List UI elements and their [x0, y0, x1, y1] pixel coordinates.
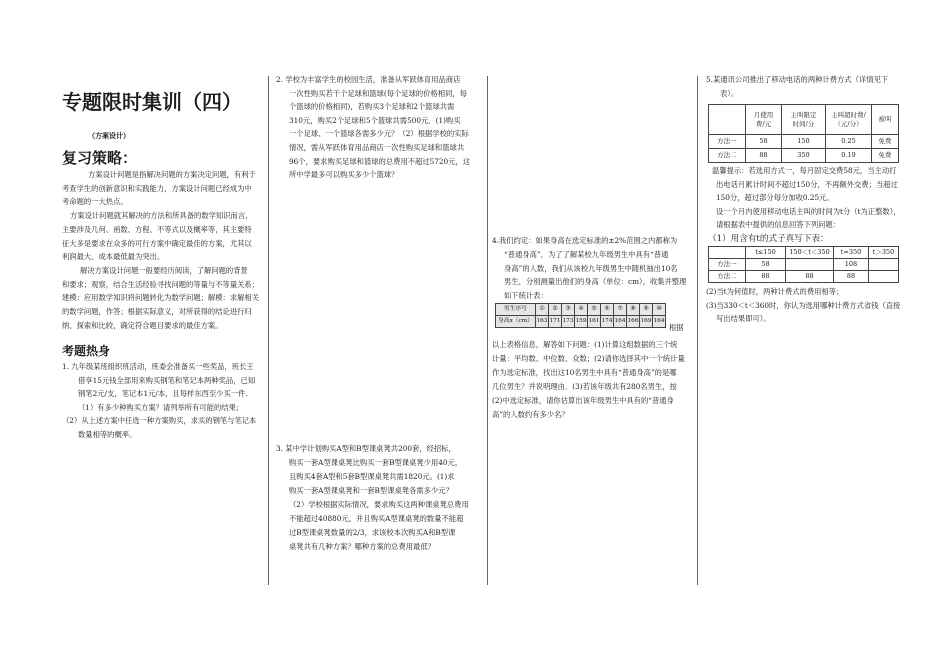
table-cell: 88 [746, 271, 786, 283]
text-line: 如下统计表： [504, 291, 548, 301]
text-line: 温馨提示：若选用方式一，每月固定交费58元，当主动打 [712, 166, 897, 175]
height-table [495, 303, 666, 328]
column-divider [268, 76, 269, 585]
column-divider [697, 76, 698, 585]
table-cell: t=350 [834, 247, 869, 259]
table-header-row [709, 247, 899, 259]
text-line: 所中学最多可以购买多少个篮球？ [289, 170, 399, 180]
table-row [709, 271, 899, 283]
table-row [709, 149, 899, 163]
text-line: 男生，分别测量出他们的身高（单位：cm），收集并整理 [504, 277, 687, 287]
text-line: 请根据表中提供的信息回答下列问题： [716, 220, 841, 230]
text-line: 的数学问题，作答；根据实际意义，对所获得的结论进行归 [62, 307, 252, 317]
text-line: （1）有多少种购买方案？请列举所有可能的结果； [78, 402, 244, 412]
header-line: 月使用 [753, 110, 774, 119]
table-cell [869, 259, 899, 271]
text-line: 情况，需从军跃体育用品商店一次性购买足球和篮球共 [289, 142, 465, 152]
question-2 [276, 73, 470, 182]
text-line: 高”的人数约有多少名？ [492, 410, 569, 419]
text-line: 4.我们约定：如果身高在选定标准的±2%范围之内都称为 [492, 236, 678, 245]
table-cell [869, 271, 899, 283]
text-line: (2)中选定标准，请你估算出该年级男生中具有的“普通身 [492, 396, 674, 405]
text-line: 计量：平均数、中位数、众数；(2)请你选择其中一个统计量 [492, 354, 685, 363]
strategy-heading: 复习策略： [62, 149, 138, 167]
table-cell: 男生序号 [496, 304, 536, 316]
text-line: 建模：应用数学知识将问题转化为数学问题；解模：求解相关 [62, 293, 260, 303]
table-row [496, 316, 666, 328]
text-line: 不能超过40880元，并且购买A型课桌凳的数量不能超 [289, 514, 464, 523]
table-row [709, 259, 899, 271]
question-4-intro [492, 234, 686, 303]
table-cell: ⑦ [614, 304, 627, 316]
table-header-cell: 被叫 [872, 105, 899, 135]
table-cell: ⑩ [653, 304, 666, 316]
header-line: 主叫超时费/ [831, 110, 866, 119]
table-cell: t≤150 [746, 247, 786, 259]
text-line: （2）从上述方案中任选一种方案购买，求买的钢笔与笔记本 [62, 416, 257, 426]
text-line: 解决方案设计问题一般要经历阅读，了解问题的背景 [80, 265, 248, 275]
table-cell [709, 247, 746, 259]
text-line: 几位男生？并说明理由．(3)若该年级共有280名男生，按 [492, 382, 677, 391]
table-cell: 171 [549, 316, 562, 328]
text-line: 写出结果即可）。 [716, 314, 771, 324]
text-line: 考命题的一大热点。 [62, 197, 128, 207]
table-cell: 58 [746, 135, 782, 149]
table-cell: 159 [575, 316, 588, 328]
text-line: 桌凳共有几种方案？哪种方案的总费用最低？ [289, 542, 435, 551]
text-line: 利润最大、成本最低最为突出。 [62, 252, 165, 262]
text-line: 借享15元钱全部用来购买钢笔和笔记本两种奖品，已知 [78, 375, 256, 385]
question-5-intro [706, 73, 888, 100]
table-cell: 方法二 [709, 271, 746, 283]
text-line: 表）。 [720, 88, 739, 98]
text-line: 出电话月累计时间不超过150分，不再额外交费；当超过 [716, 179, 898, 189]
text-line: 96个，要求购买足球和篮球的总费用不超过5720元，这 [289, 156, 471, 166]
text-line: 5.某通讯公司推出了移动电话的两种计费方式（详情见下 [706, 75, 889, 84]
table-row [709, 135, 899, 149]
column-divider [487, 76, 488, 585]
table-cell: 88 [786, 271, 834, 283]
question-3 [276, 442, 469, 554]
tips-text [712, 164, 901, 232]
text-line: 1. 九年级某班组织班活动，班委会准备买一些奖品，班长王 [62, 362, 254, 371]
question-5-rest [706, 285, 900, 326]
table-cell: 免费 [872, 149, 899, 163]
table-header-cell [782, 105, 826, 135]
text-line: 购买一套A型课桌凳和一套B型课桌凳各需多少元？ [289, 486, 453, 495]
text-line: 身高”的人数，我们从该校九年级男生中随机抽出10名 [504, 263, 678, 273]
table-cell: 方法一 [709, 259, 746, 271]
after-table-text: 根据 [669, 323, 684, 332]
text-line: 且购买4套A型和5套B型课桌凳共需1820元。(1)求 [289, 472, 455, 481]
text-line: （2）学校根据实际情况，要求购买这两种课桌凳总费用 [289, 500, 469, 509]
table-cell: 173 [562, 316, 575, 328]
text-line: 2. 学校为丰富学生的校园生活，准备从军跃体育用品商店 [276, 75, 461, 84]
table-header-row [709, 105, 899, 135]
warmup-heading: 考题热身 [62, 344, 111, 358]
table-cell: ① [536, 304, 549, 316]
table-cell: 169 [640, 316, 653, 328]
text-line: 方案设计问题就其解决的方法和所具备的数学知识而言， [70, 211, 253, 221]
table-cell: 方法一 [709, 135, 746, 149]
text-line: 征大多是要求在众多的可行方案中确定最佳的方案，尤其以 [62, 238, 252, 248]
paragraph [62, 209, 259, 264]
table-cell: 150 [782, 135, 826, 149]
header-line: 费/元 [755, 119, 772, 128]
text-line: 作为选定标准，找出这10名男生中具有“普通身高”的是哪 [492, 368, 677, 377]
table-cell: ⑤ [588, 304, 601, 316]
table-header-cell [709, 105, 746, 135]
table-cell: 58 [746, 259, 786, 271]
fee-table [708, 104, 899, 163]
question-4-rest [492, 338, 685, 422]
text-line: 310元，购买2个足球和5个篮球共需500元．(1)购买 [289, 115, 461, 125]
table-cell: ⑧ [627, 304, 640, 316]
page-title: 专题限时集训（四） [62, 90, 242, 114]
table-cell: 88 [746, 149, 782, 163]
table-cell: t＞350 [869, 247, 899, 259]
page-subtitle: （方案设计） [88, 131, 130, 140]
table-cell: 174 [601, 316, 614, 328]
strategy-text [62, 168, 259, 332]
paragraph [62, 264, 259, 333]
sub-question-1: （1）用含有t的式子真写下表： [708, 234, 829, 244]
table-cell: 164 [653, 316, 666, 328]
text-line: (3)当330＜t＜360时，你认为选用哪种计费方式省钱（直接 [706, 300, 901, 310]
table-cell: 163 [536, 316, 549, 328]
header-line: 时间/分 [792, 119, 815, 128]
text-line: “普通身高”．为了了解某校九年级男生中具有“普通 [504, 249, 669, 259]
text-line: 和要求；观察，结合生活经验寻找问题的等量与不等量关系； [62, 279, 260, 289]
table-cell: 方法二 [709, 149, 746, 163]
table-cell: 108 [834, 259, 869, 271]
table-cell: 身高x（cm） [496, 316, 536, 328]
paragraph [62, 168, 259, 209]
table-cell: 0.25 [826, 135, 872, 149]
table-cell: 164 [614, 316, 627, 328]
table-cell: ② [549, 304, 562, 316]
table-header-cell [826, 105, 872, 135]
table-cell: ⑨ [640, 304, 653, 316]
table-header-cell [746, 105, 782, 135]
question-1 [62, 360, 256, 442]
text-line: 方案设计问题是指解决问题的方案决定问题，有利于 [88, 170, 256, 179]
text-line: 以上表格信息，解答如下问题：(1)计算这组数据的三个统 [492, 340, 678, 349]
text-line: 150分，超过部分每分加收0.25元。 [716, 193, 834, 203]
text-line: 考查学生的创新意识和实践能力，方案设计问题已经成为中 [62, 183, 252, 193]
table-cell [786, 259, 834, 271]
text-line: 主要涉及几何、函数、方程、不等式以及概率等，其主要特 [62, 224, 252, 234]
table-cell: 350 [782, 149, 826, 163]
table-header-row [496, 304, 666, 316]
text-line: 一个足球、一个篮球各需多少元？（2）根据学校的实际 [289, 129, 469, 139]
text-line: 纳、探索和比较，确定符合题目要求的最佳方案。 [62, 320, 223, 330]
text-line: 数量相等的概率。 [78, 429, 137, 439]
table-cell: 0.19 [826, 149, 872, 163]
text-line: 一次性购买若干个足球和篮球(每个足球的价格相同，每 [289, 88, 467, 98]
table-cell: 免费 [872, 135, 899, 149]
table-cell: 161 [588, 316, 601, 328]
header-line: （元/分） [834, 119, 863, 128]
text-line: 购买一套A型课桌凳比购买一套B型课桌凳少用40元， [289, 458, 463, 467]
t-table [708, 246, 899, 283]
header-line: 主叫限定 [790, 110, 817, 119]
text-line: 钢笔2元/支，笔记本1元/本，且每样东西至少买一件. [78, 389, 248, 399]
table-cell: ④ [575, 304, 588, 316]
table-cell: 150＜t＜350 [786, 247, 834, 259]
table-cell: 166 [627, 316, 640, 328]
text-line: 过B型课桌凳数量的2/3，求该校本次购买A和B型课 [289, 528, 456, 537]
text-line: 个篮球的价格相同)，若购买3个足球和2个篮球共需 [289, 102, 455, 112]
table-cell: ③ [562, 304, 575, 316]
table-cell: 88 [834, 271, 869, 283]
text-line: (2)当t为何值时，两种计费式的费用相等； [706, 287, 844, 296]
text-line: 设一个月内使用移动电话主叫的时间为t分（t为正整数）， [716, 206, 901, 216]
text-line: 3. 某中学计划购买A型和B型课桌凳共200套，经招标， [276, 444, 456, 453]
table-cell: ⑥ [601, 304, 614, 316]
